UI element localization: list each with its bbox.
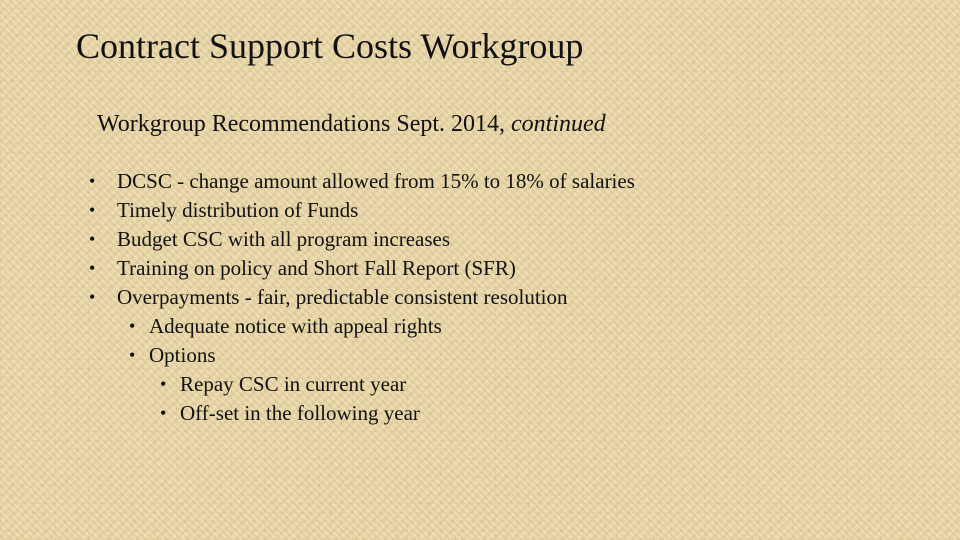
bullet-item-timely-distribution <box>0 196 960 225</box>
bullet-text: DCSC - change amount allowed from 15% to 18% of salaries <box>117 169 635 193</box>
bullet-dot-icon: • <box>160 374 167 394</box>
bullet-text: Options <box>149 343 216 367</box>
bullet-item-dcsc <box>0 167 960 196</box>
subtitle-emphasis: continued <box>511 111 606 137</box>
slide-title: Contract Support Costs Workgroup <box>76 26 584 66</box>
bullet-dot-icon: • <box>160 403 167 423</box>
bullet-text: Off-set in the following year <box>180 401 420 425</box>
bullet-item-overpayments <box>0 283 960 312</box>
bullet-item-budget-csc <box>0 225 960 254</box>
sub-bullet-item-options <box>0 341 960 370</box>
bullet-dot-icon: • <box>129 316 136 336</box>
bullet-text: Timely distribution of Funds <box>117 198 359 222</box>
sub-bullet-item-adequate-notice <box>0 312 960 341</box>
bullet-dot-icon: • <box>89 200 96 220</box>
bullet-text: Budget CSC with all program increases <box>117 227 451 251</box>
bullet-text: Training on policy and Short Fall Report (SFR) <box>117 256 516 280</box>
sub-sub-bullet-item-offset <box>0 399 960 428</box>
bullet-dot-icon: • <box>89 287 96 307</box>
bullet-dot-icon: • <box>89 229 96 249</box>
sub-sub-bullet-item-repay <box>0 370 960 399</box>
bullet-text: Adequate notice with appeal rights <box>149 314 442 338</box>
bullet-dot-icon: • <box>129 345 136 365</box>
bullet-dot-icon: • <box>89 171 96 191</box>
bullet-list <box>0 167 960 428</box>
bullet-item-training <box>0 254 960 283</box>
slide-subtitle <box>97 109 606 139</box>
bullet-text: Repay CSC in current year <box>180 372 407 396</box>
subtitle-text: Workgroup Recommendations Sept. 2014, <box>97 111 506 137</box>
bullet-dot-icon: • <box>89 258 96 278</box>
bullet-text: Overpayments - fair, predictable consistent resolution <box>117 285 568 309</box>
